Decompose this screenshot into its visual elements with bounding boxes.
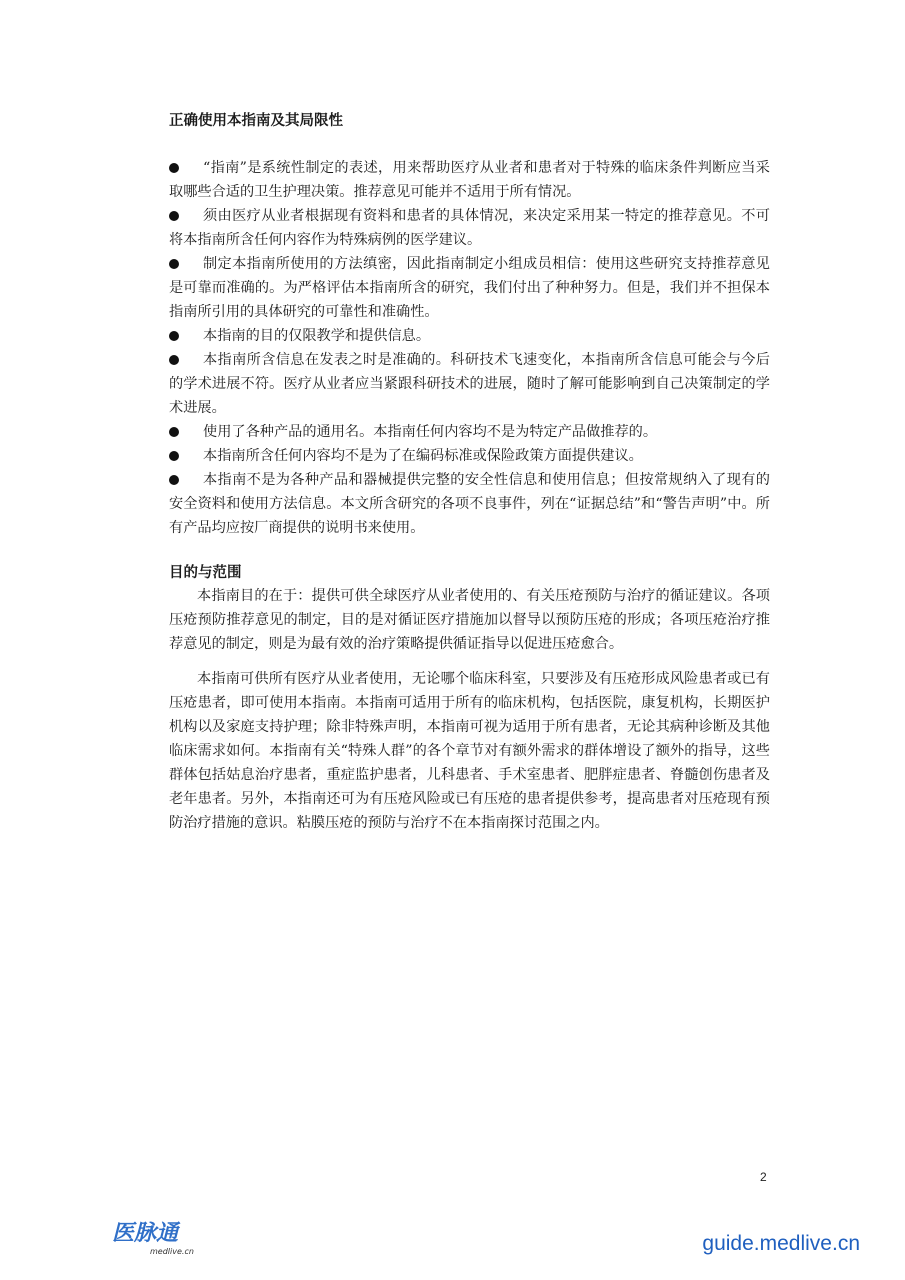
- paragraph: 本指南可供所有医疗从业者使用，无论哪个临床科室，只要涉及有压疮形成风险患者或已有压疮患者，即可使用本指南。本指南可适用于所有的临床机构，包括医院，康复机构，长期医护机构以及家庭支持护理；除非特殊声明，本指南可视为适用于所有患者，无论其病种诊断及其他临床需求如何。本指南有关“特殊人群”的各个章节对有额外需求的群体增设了额外的指导，这些群体包括姑息治疗患者，重症监护患者，儿科患者、手术室患者、肥胖症患者、脊髓创伤患者及老年患者。另外，本指南还可为有压疮风险或已有压疮的患者提供参考，提高患者对压疮现有预防治疗措施的意识。粘膜压疮的预防与治疗不在本指南探讨范围之内。: [169, 671, 770, 831]
- bullet-item: 本指南所含任何内容均不是为了在编码标准或保险政策方面提供建议。: [169, 444, 770, 468]
- bullet-item: 本指南不是为各种产品和器械提供完整的安全性信息和使用信息；但按常规纳入了现有的安全资料和使用方法信息。本文所含研究的各项不良事件，列在“证据总结”和“警告声明”中。所有产品均应按厂商提供的说明书来使用。: [169, 472, 770, 536]
- footer-url-link[interactable]: guide.medlive.cn: [702, 1232, 860, 1255]
- bullet-item: 须由医疗从业者根据现有资料和患者的具体情况，来决定采用某一特定的推荐意见。不可将本指南所含任何内容作为特殊病例的医学建议。: [169, 208, 770, 248]
- bullet-icon: [169, 259, 179, 269]
- bullet-icon: [169, 211, 179, 221]
- bullet-item: 制定本指南所使用的方法缜密，因此指南制定小组成员相信：使用这些研究支持推荐意见是可靠而准确的。为严格评估本指南所含的研究，我们付出了种种努力。但是，我们并不担保本指南所引用的具体研究的可靠性和准确性。: [169, 256, 770, 320]
- bullet-icon: [169, 355, 179, 365]
- bullet-item: 本指南所含信息在发表之时是准确的。科研技术飞速变化，本指南所含信息可能会与今后的学术进展不符。医疗从业者应当紧跟科研技术的进展，随时了解可能影响到自己决策制定的学术进展。: [169, 352, 770, 416]
- logo-subtext: medlive.cn: [150, 1247, 194, 1256]
- bullet-icon: [169, 427, 179, 437]
- bullet-icon: [169, 475, 179, 485]
- logo-text: 医脉通: [112, 1221, 179, 1246]
- bullet-item: “指南”是系统性制定的表述，用来帮助医疗从业者和患者对于特殊的临床条件判断应当采取哪些合适的卫生护理决策。推荐意见可能并不适用于所有情况。: [169, 160, 770, 200]
- section-heading-purpose-scope: 目的与范围: [169, 565, 242, 581]
- bullet-icon: [169, 331, 179, 341]
- page-content: [169, 110, 770, 835]
- usage-bullet-list: [169, 156, 770, 540]
- paragraph: 本指南目的在于：提供可供全球医疗从业者使用的、有关压疮预防与治疗的循证建议。各项压疮预防推荐意见的制定，目的是对循证医疗措施加以督导以预防压疮的形成；各项压疮治疗推荐意见的制定，则是为最有效的治疗策略提供循证指导以促进压疮愈合。: [169, 588, 770, 652]
- section-heading-usage-limitations: 正确使用本指南及其局限性: [169, 113, 343, 129]
- bullet-item: 本指南的目的仅限教学和提供信息。: [169, 324, 770, 348]
- bullet-icon: [169, 163, 179, 173]
- bullet-item: 使用了各种产品的通用名。本指南任何内容均不是为特定产品做推荐的。: [169, 420, 770, 444]
- bullet-icon: [169, 451, 179, 461]
- page-number: 2: [760, 1170, 767, 1184]
- medlive-logo[interactable]: [110, 1212, 210, 1260]
